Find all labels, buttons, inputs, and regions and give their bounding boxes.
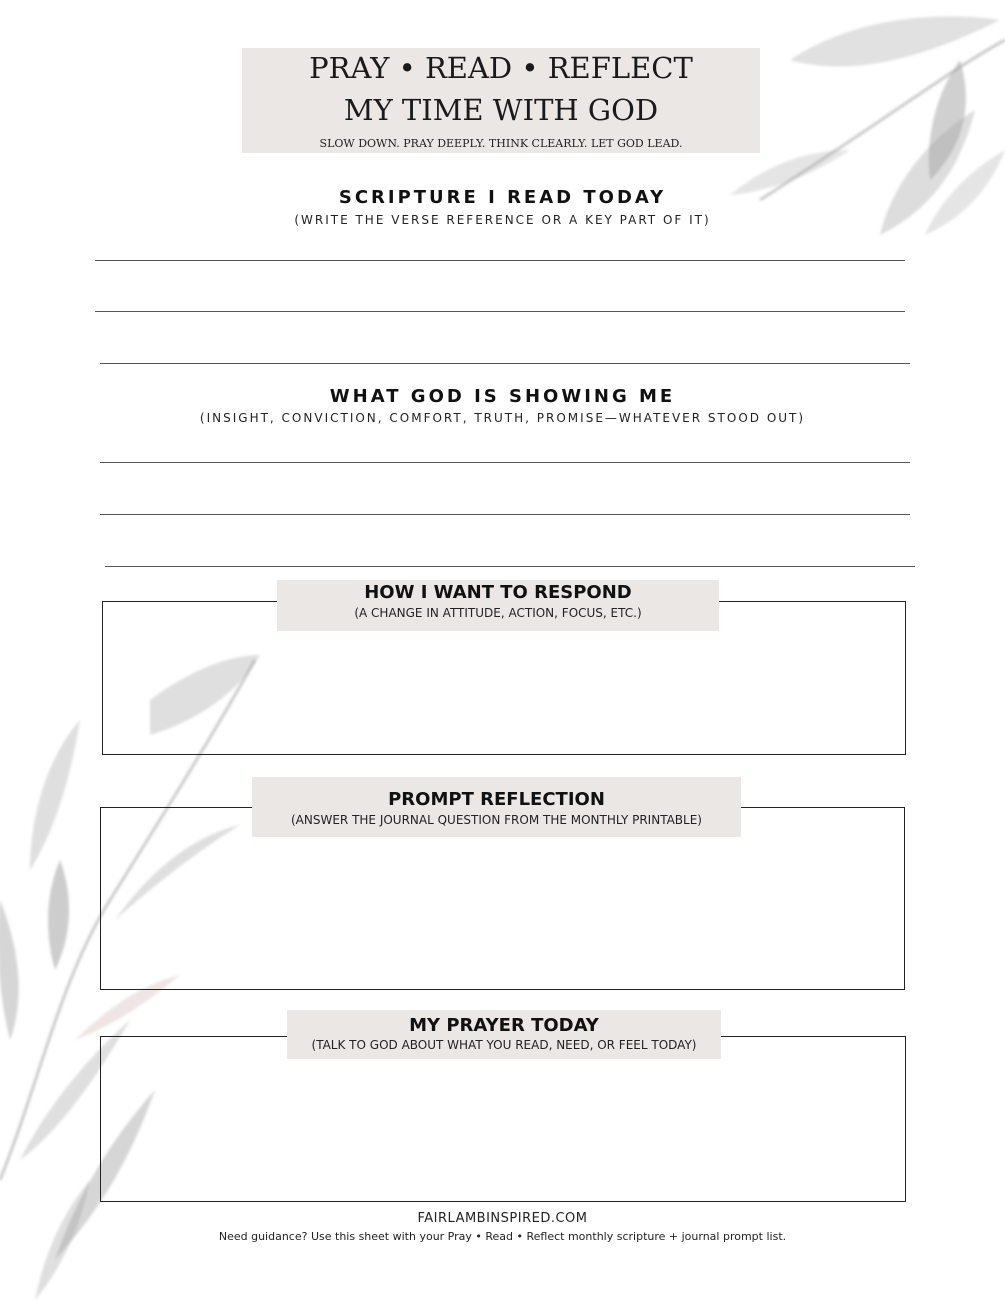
- showing-line-3[interactable]: [105, 566, 915, 567]
- showing-line-1[interactable]: [100, 462, 910, 463]
- showing-line-2[interactable]: [100, 514, 910, 515]
- page-title: PRAY • READ • REFLECT: [309, 51, 693, 85]
- scripture-line-1[interactable]: [95, 260, 905, 261]
- scripture-subheading: (WRITE THE VERSE REFERENCE OR A KEY PART OF IT): [294, 213, 711, 227]
- prayer-subheading: (TALK TO GOD ABOUT WHAT YOU READ, NEED, OR FEEL TODAY): [311, 1038, 697, 1052]
- page-subtitle: MY TIME WITH GOD: [343, 93, 659, 127]
- showing-subheading: (INSIGHT, CONVICTION, COMFORT, TRUTH, PROMISE—WHATEVER STOOD OUT): [199, 411, 806, 425]
- prompt-heading: PROMPT REFLECTION: [388, 789, 605, 810]
- scripture-line-3[interactable]: [100, 363, 910, 364]
- prompt-subheading: (ANSWER THE JOURNAL QUESTION FROM THE MONTHLY PRINTABLE): [290, 813, 702, 827]
- prayer-heading: MY PRAYER TODAY: [409, 1015, 599, 1036]
- scripture-line-2[interactable]: [95, 311, 905, 312]
- tagline: SLOW DOWN. PRAY DEEPLY. THINK CLEARLY. LET GOD LEAD.: [319, 137, 683, 150]
- prompt-label: [252, 777, 741, 837]
- prayer-box[interactable]: [100, 1036, 906, 1202]
- footer-note: Need guidance? Use this sheet with your Pray • Read • Reflect monthly scripture + journal prompt list.: [218, 1230, 787, 1243]
- prayer-label: [287, 1010, 721, 1059]
- respond-subheading: (A CHANGE IN ATTITUDE, ACTION, FOCUS, ETC.): [354, 606, 642, 620]
- showing-heading: WHAT GOD IS SHOWING ME: [329, 386, 676, 407]
- respond-heading: HOW I WANT TO RESPOND: [364, 582, 632, 603]
- respond-label: [277, 580, 719, 631]
- title-banner: [242, 48, 760, 153]
- footer-website-link[interactable]: FAIRLAMBINSPIRED.COM: [417, 1211, 588, 1226]
- scripture-heading: SCRIPTURE I READ TODAY: [338, 187, 667, 208]
